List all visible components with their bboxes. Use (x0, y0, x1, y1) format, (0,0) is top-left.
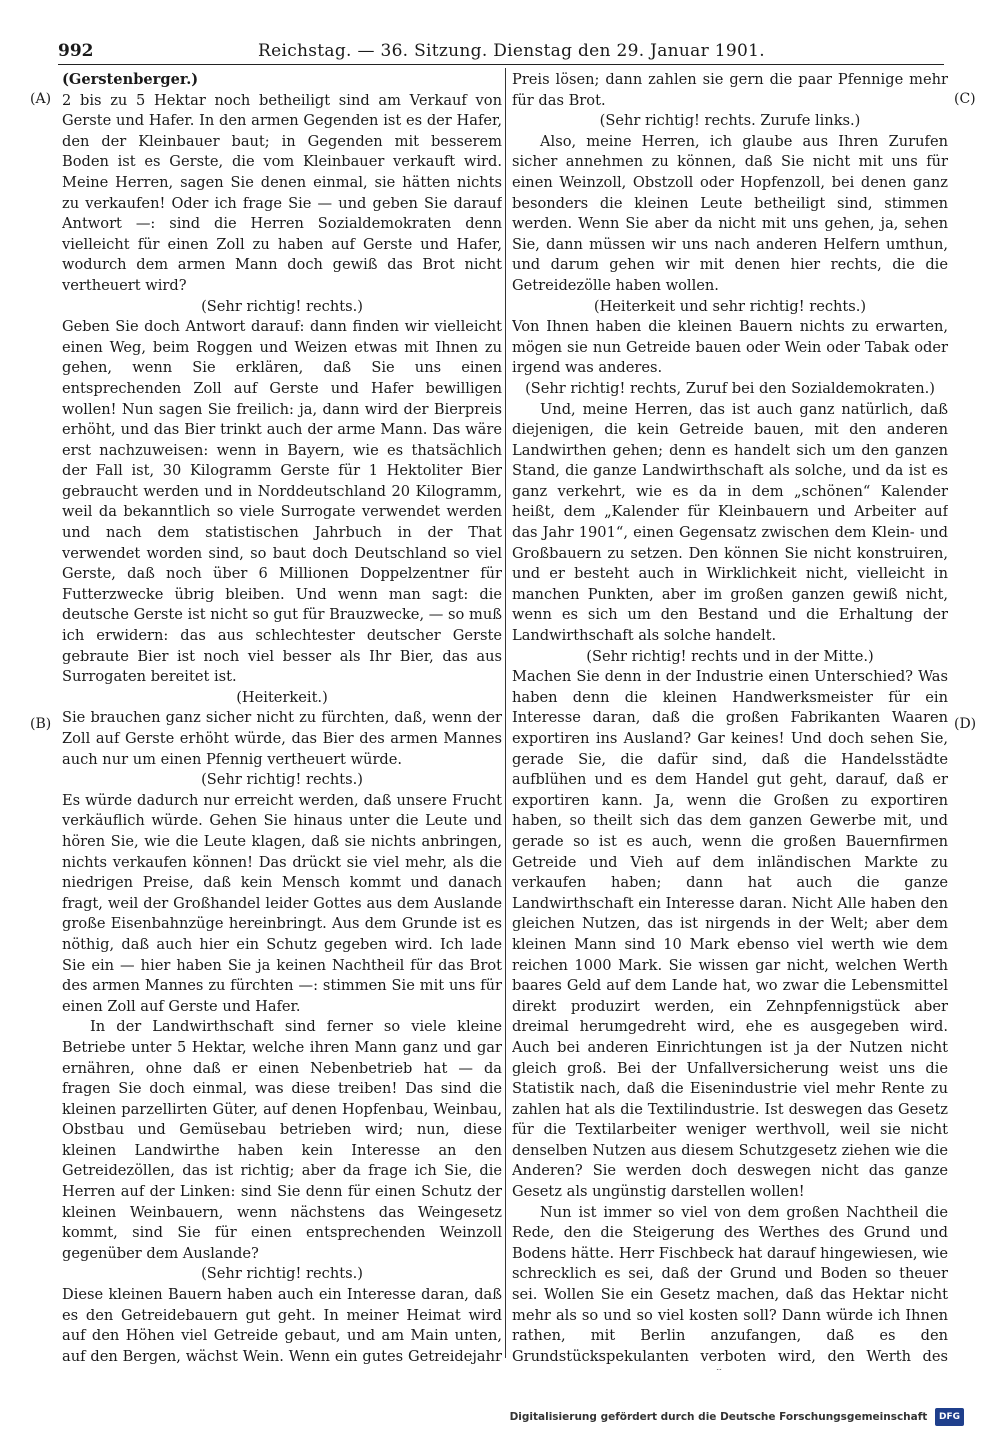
paragraph: 2 bis zu 5 Hektar noch betheiligt sind am Verkauf von Gerste und Hafer. In den armen Gegenden ist es der Hafer, den der Kleinbauer baut; in Gegenden mit besserem Boden ist es Gerste, die vom Kleinbauer verkauft wird. Meine Herren, sagen Sie denen einmal, sie hätten nichts zu verkaufen! Oder ich frage Sie — und geben Sie darauf Antwort —: sind die Herren Sozialdemokraten denn vielleicht für einen Zoll zu haben auf Gerste und Hafer, wodurch dem armen Mann doch gewiß das Brot nicht vertheuert wird? (62, 91, 502, 294)
paragraph: Nun ist immer so viel von dem großen Nachtheil die Rede, den die Steigerung des Werthes des Grund und Bodens hätte. Herr Fischbeck hat darauf hingewiesen, wie schrecklich es sei, daß der Grund und Boden so theuer sei. Wollen Sie ein Gesetz machen, daß das Hektar nicht mehr als so und so viel kosten soll? Dann würde ich Ihnen rathen, mit Berlin anzufangen, daß es den Grundstückspekulanten verboten wird, den Werth des (512, 1203, 948, 1365)
page-header (58, 40, 944, 65)
margin-letter-b: (B) (30, 716, 52, 732)
column-divider (505, 68, 506, 1358)
running-title: Reichstag. — 36. Sitzung. Dienstag den 29. Januar 1901. (258, 41, 765, 61)
paragraph: Machen Sie denn in der Industrie einen Unterschied? Was haben denn die kleinen Handwerksmeister für ein Interesse daran, daß die großen Fabrikanten Waaren exportiren ins Ausland? Gar keines! Und doch sehen Sie, gerade Sie, die dafür sind, daß die Handelsstädte aufblühen und es dem Handel gut geht, darauf, daß er exportiren kann. Ja, wenn die Großen zu exportiren haben, so theilt sich das dem ganzen Gewerbe mit, und gerade so ist es auch, wenn die großen Bauernfirmen Getreide und Vieh auf dem inländischen Markte zu verkaufen haben; dann hat auch die ganze Landwirthschaft ein Interesse daran. Nicht Alle haben den gleichen Nutzen, das ist nirgends in der Welt; aber dem kleinen Mann sind 10 Mark ebenso viel werth wie dem reichen 1000 Mark. Sie wissen gar nicht, welchen Werth baares Geld auf dem Lande hat, wo zwar die Lebensmittel direkt produzirt werden, ein Zehnpfennigstück aber dreimal herumgedreht wird, ehe es ausgegeben wird. Auch bei anderen Einrichtungen ist ja der Nutzen nicht gleich groß. Bei der Unfallversicherung weist uns die Statistik nach, daß die Eisenindustrie viel mehr Rente zu zahlen hat als die Textilindustrie. Ist deswegen das Gesetz für die Textilarbeiter weniger werthvoll, weil sie nicht denselben Nutzen aus diesem Schutzgesetz ziehen wie die Anderen? Sie werden doch deswegen nicht das ganze Gesetz als ungünstig darstellen wollen! (512, 668, 948, 1201)
interjection-remark: (Sehr richtig! rechts.) (201, 771, 363, 789)
credit-text: Digitalisierung gefördert durch die Deutsche Forschungsgemeinschaft (509, 1411, 928, 1423)
paragraph: Diese kleinen Bauern haben auch ein Interesse daran, daß es den Getreidebauern gut geht. In meiner Heimat wird auf den Höhen viel Getreide gebaut, und am Main unten, auf den Bergen, wächst Wein. Wenn ein gutes Getreidejahr (62, 1286, 502, 1365)
paragraph: In der Landwirthschaft sind ferner so viele kleine Betriebe unter 5 Hektar, welche ihren Mann ganz und gar ernähren, ohne daß er einen Nebenbetrieb hat — da fragen Sie doch einmal, was diese treiben! Das sind die kleinen parzellirten Güter, auf denen Hopfenbau, Weinbau, Obstbau und Gemüsebau betrieben wird; nun, diese kleinen Landwirthe haben kein Interesse an den Getreidezöllen, das ist richtig; aber da frage ich Sie, die Herren auf der Linken: sind Sie denn für einen Schutz der kleinen Weinbauern, wenn nächstens das Weingesetz kommt, sind Sie für einen entsprechenden Weinzoll gegenüber dem Auslande? (62, 1018, 502, 1262)
interjection-remark: (Sehr richtig! rechts.) (201, 1265, 363, 1283)
interjection-remark: (Sehr richtig! rechts, Zuruf bei den Sozialdemokraten.) (525, 379, 935, 397)
paragraph: Sie brauchen ganz sicher nicht zu fürchten, daß, wenn der Zoll auf Gerste erhöht würde, das Bier des armen Mannes auch nur um einen Pfennig vertheuert würde. (62, 709, 502, 768)
interjection-remark: (Sehr richtig! rechts. Zurufe links.) (599, 112, 861, 130)
paragraph: Von Ihnen haben die kleinen Bauern nichts zu erwarten, mögen sie nun Getreide bauen oder Wein oder Tabak oder irgend was anderes. (512, 318, 948, 377)
interjection-remark: (Heiterkeit und sehr richtig! rechts.) (593, 297, 867, 315)
paragraph: Es würde dadurch nur erreicht werden, daß unsere Frucht verkäuflich würde. Gehen Sie hinaus unter die Leute und hören Sie, wie die Leute klagen, daß sie nichts anbringen, nichts verkaufen können! Das drückt sie viel mehr, als die niedrigen Preise, daß kein Mensch kommt und danach fragt, weil der Großhandel leider Gottes aus dem Auslande große Eisenbahnzüge hereinbringt. Aus dem Grunde ist es nöthig, daß auch hier ein Schutz gegeben wird. Ich lade Sie ein — hier haben Sie ja keinen Nachtheil für das Brot des armen Mannes zu fürchten —: stimmen Sie mit uns für einen Zoll auf Gerste und Hafer. (62, 791, 502, 1015)
page-number: 992 (58, 41, 94, 61)
paragraph: Also, meine Herren, ich glaube aus Ihren Zurufen sicher annehmen zu können, daß Sie nicht mit uns für einen Weinzoll, Obstzoll oder Hopfenzoll, bei denen ganz besonders die kleinen Leute betheiligt sind, stimmen werden. Wenn Sie aber da nicht mit uns gehen, ja, sehen Sie, dann müssen wir uns nach anderen Helfern umthun, und darum gehen wir mit denen hier rechts, die die Getreidezölle haben wollen. (512, 132, 948, 294)
paragraph: Preis lösen; dann zahlen sie gern die paar Pfennige mehr für das Brot. (512, 71, 948, 109)
paragraph: Geben Sie doch Antwort darauf: dann finden wir vielleicht einen Weg, beim Roggen und Weizen etwas mit Ihnen zu gehen, wenn Sie erklären, daß Sie uns einen entsprechenden Zoll auf Gerste und Hafer bewilligen wollen! Nun sagen Sie freilich: ja, dann wird der Bierpreis erhöht, und das Bier trinkt auch der arme Mann. Das wäre erst nachzuweisen: wenn in Bayern, wie es thatsächlich der Fall ist, 30 Kilogramm Gerste für 1 Hektoliter Bier gebraucht werden und in Norddeutschland 20 Kilogramm, weil da bekanntlich so viele Surrogate verwendet werden und nach dem statistischen Jahrbuch in der That verwendet worden sind, so baut doch Deutschland so viel Gerste, daß noch über 6 Millionen Doppelzentner für Futterzwecke übrig bleiben. Und wenn man sagt: die deutsche Gerste ist nicht so gut für Brauzwecke, — so muß ich erwidern: das aus schlechtester deutscher Gerste gebraute Bier ist noch viel besser als Ihr Bier, das aus Surrogaten bereitet ist. (62, 318, 502, 686)
speaker-name: (Gerstenberger.) (62, 71, 199, 88)
interjection-remark: (Sehr richtig! rechts und in der Mitte.) (586, 647, 874, 665)
dfg-logo: DFG (935, 1408, 964, 1426)
interjection-remark: (Heiterkeit.) (236, 688, 328, 706)
margin-letter-d: (D) (954, 716, 977, 732)
margin-letter-a: (A) (30, 91, 52, 107)
digitization-credit (510, 1408, 964, 1426)
left-column (62, 70, 502, 1370)
interjection-remark: (Sehr richtig! rechts.) (201, 297, 363, 315)
right-column (512, 70, 948, 1370)
paragraph: Und, meine Herren, das ist auch ganz natürlich, daß diejenigen, die kein Getreide bauen, mit den anderen Landwirthen gehen; denn es handelt sich um den ganzen Stand, die ganze Landwirthschaft als solche, und da ist es ganz verkehrt, wie es da in dem „schönen“ Kalender heißt, dem „Kalender für Kleinbauern und Arbeiter auf das Jahr 1901“, einen Gegensatz zwischen dem Klein- und Großbauern zu setzen. Den können Sie nicht konstruiren, und er besteht auch in Wirklichkeit nicht, vielleicht in manchen Punkten, aber im großen ganzen gewiß nicht, wenn es sich um den Bestand und die Erhaltung der Landwirthschaft als solche handelt. (512, 400, 948, 645)
margin-letter-c: (C) (954, 91, 976, 107)
